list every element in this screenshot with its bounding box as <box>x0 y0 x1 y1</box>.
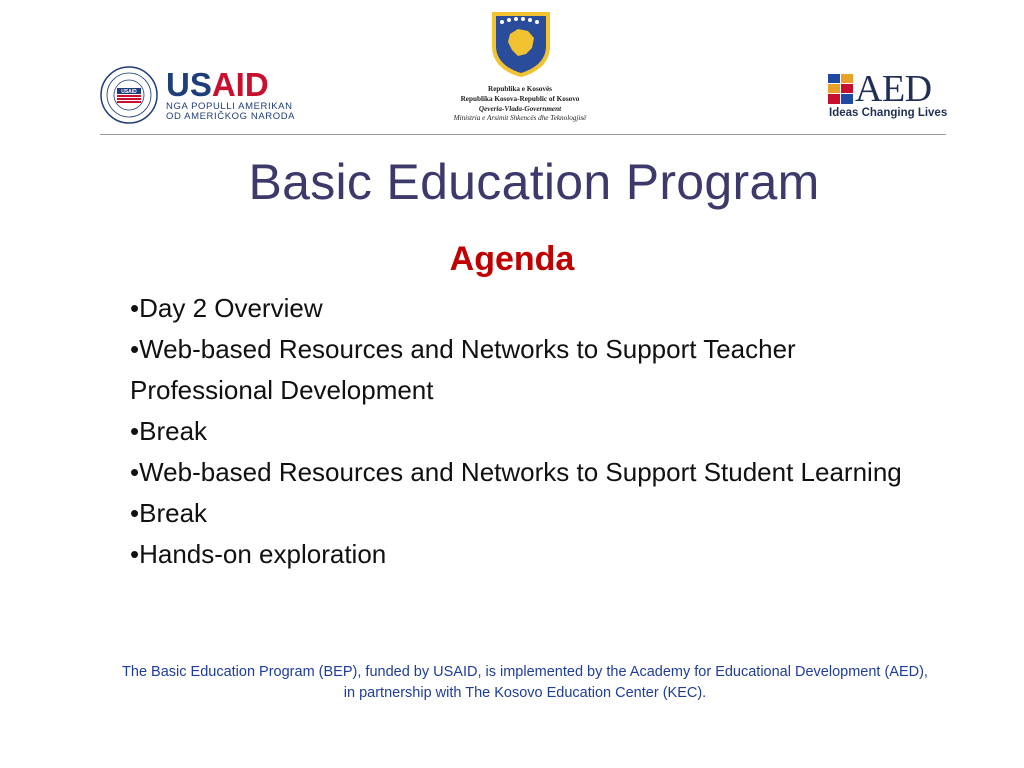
kosovo-government-logo <box>420 10 620 128</box>
aed-mark-icon <box>828 74 854 106</box>
agenda-heading: Agenda <box>449 240 575 278</box>
agenda-item: •Web-based Resources and Networks to Support Teacher Professional Development <box>130 334 796 405</box>
agenda-item: •Break <box>130 416 208 446</box>
agenda-item: •Web-based Resources and Networks to Support Student Learning <box>130 457 902 487</box>
kosovo-government-text <box>420 85 620 124</box>
usaid-wordmark <box>166 68 269 102</box>
agenda-item: •Break <box>130 498 208 528</box>
aed-tagline: Ideas Changing Lives <box>829 107 948 119</box>
aed-wordmark: AED <box>855 68 932 110</box>
usaid-logo <box>100 66 300 126</box>
usaid-tagline-line2: OD AMERIČKOG NARODA <box>166 111 296 122</box>
kosovo-line-1: Republika e Kosovës <box>488 85 552 93</box>
usaid-word-aid: AID <box>211 66 269 103</box>
agenda-list <box>130 288 930 575</box>
footer-note: The Basic Education Program (BEP), funded by USAID, is implemented by the Academy for Educational Development (AED), in partnership with The Kosovo Education Center (KEC). <box>122 664 928 701</box>
program-title: Basic Education Program <box>248 154 820 210</box>
aed-logo <box>828 68 948 124</box>
usaid-seal-icon <box>100 66 158 124</box>
usaid-word-us: US <box>166 66 212 103</box>
agenda-item: •Day 2 Overview <box>130 293 323 323</box>
kosovo-line-3: Qeveria-Vlada-Government <box>478 104 562 113</box>
usaid-seal-label: USAID <box>121 89 137 95</box>
agenda-item: •Hands-on exploration <box>130 539 387 569</box>
header-divider <box>100 134 946 135</box>
usaid-tagline-line1: NGA POPULLI AMERIKAN <box>166 101 293 112</box>
kosovo-line-4: Ministria e Arsimit Shkencës dhe Teknologjisë <box>453 114 587 123</box>
kosovo-crest-icon <box>488 10 554 78</box>
kosovo-line-2: Republika Kosova-Republic of Kosovo <box>460 94 580 103</box>
usaid-tagline <box>166 102 295 122</box>
